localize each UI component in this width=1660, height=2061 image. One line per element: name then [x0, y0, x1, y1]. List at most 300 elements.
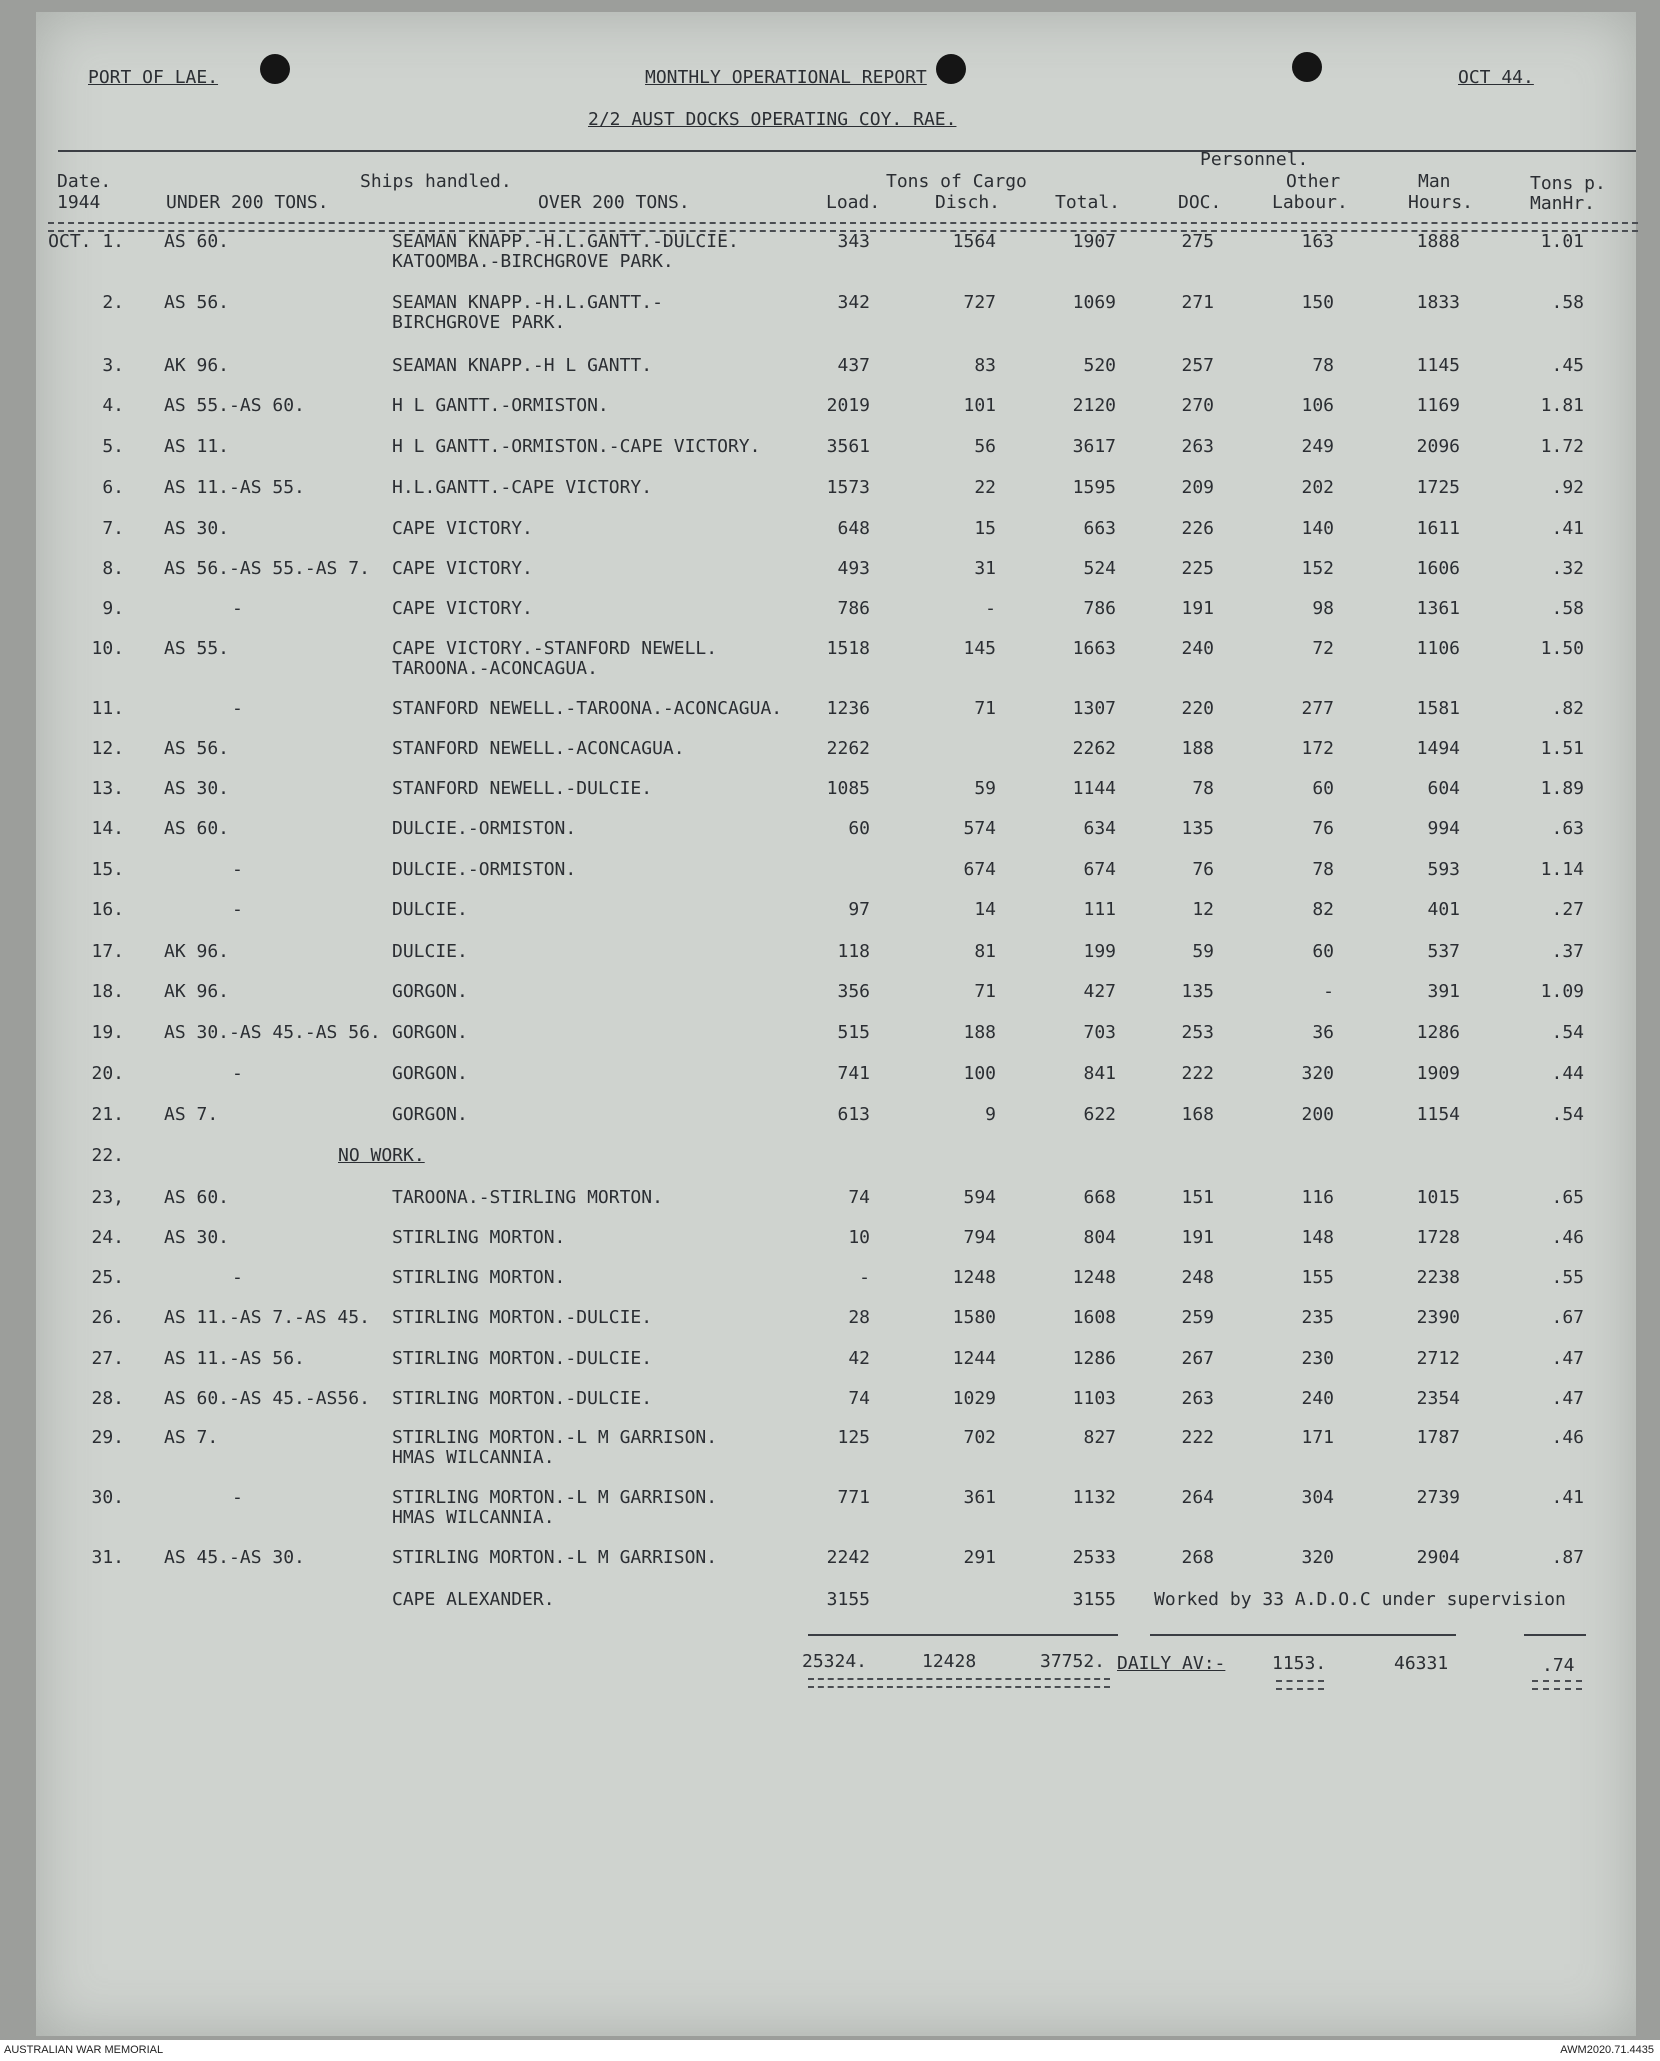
row-total: 786: [1083, 598, 1116, 619]
row-date: 6.: [102, 477, 124, 498]
row-hours: 1787: [1416, 1427, 1460, 1448]
row-other: 60: [1312, 941, 1334, 962]
row-load: 786: [837, 598, 870, 619]
row-load: 2019: [826, 395, 870, 416]
row-hours: 537: [1427, 941, 1460, 962]
row-over-200-tons-line: GORGON.: [392, 1022, 468, 1043]
row-total: 1595: [1072, 477, 1116, 498]
row-doc: 259: [1181, 1307, 1214, 1328]
row-over-200-tons-line: DULCIE.: [392, 899, 468, 920]
row-disch: 14: [974, 899, 996, 920]
row-total: 703: [1083, 1022, 1116, 1043]
total-load: 25324.: [802, 1651, 868, 1672]
row-date: 21.: [91, 1104, 124, 1125]
row-doc: 78: [1192, 778, 1214, 799]
row-load: 74: [848, 1187, 870, 1208]
unit-subtitle: 2/2 AUST DOCKS OPERATING COY. RAE.: [588, 109, 957, 130]
row-tph: .54: [1551, 1104, 1584, 1125]
daily-av-double-rule: [1276, 1680, 1324, 1690]
row-total: 1069: [1072, 292, 1116, 313]
row-disch: 574: [963, 818, 996, 839]
row-disch: 1244: [952, 1348, 996, 1369]
row-doc: 270: [1181, 395, 1214, 416]
row-under-200-tons: -: [232, 1063, 243, 1084]
archive-reference: AWM2020.71.4435: [1560, 2044, 1654, 2056]
row-other: 172: [1301, 738, 1334, 759]
punch-hole-left: [260, 54, 290, 84]
row-doc: 257: [1181, 355, 1214, 376]
row-hours: 2354: [1416, 1388, 1460, 1409]
totals-top-rule-2: [1150, 1634, 1456, 1636]
row-total: 827: [1083, 1427, 1116, 1448]
row-over-200-tons-line: GORGON.: [392, 981, 468, 1002]
row-doc: 263: [1181, 1388, 1214, 1409]
row-other: 140: [1301, 518, 1334, 539]
row-over-200-tons-line: STIRLING MORTON.-DULCIE.: [392, 1388, 653, 1409]
row-disch: 1029: [952, 1388, 996, 1409]
row-doc: 188: [1181, 738, 1214, 759]
row-over-200-tons-line: STANFORD NEWELL.-ACONCAGUA.: [392, 738, 685, 759]
row-load: 3561: [826, 436, 870, 457]
row-under-200-tons: AS 11.-AS 7.-AS 45.: [164, 1307, 370, 1328]
row-load: 97: [848, 899, 870, 920]
row-over-200-tons-line: GORGON.: [392, 1063, 468, 1084]
row-doc: 135: [1181, 818, 1214, 839]
row-date: 22.: [91, 1145, 124, 1166]
row-disch: 702: [963, 1427, 996, 1448]
row-tph: 1.89: [1540, 778, 1584, 799]
row-hours: 1581: [1416, 698, 1460, 719]
row-total: 427: [1083, 981, 1116, 1002]
row-hours: 2904: [1416, 1547, 1460, 1568]
row-under-200-tons: AS 55.: [164, 638, 230, 659]
row-doc: 222: [1181, 1063, 1214, 1084]
row-under-200-tons: AK 96.: [164, 981, 230, 1002]
row-disch: 22: [974, 477, 996, 498]
row-over-200-tons-line: STIRLING MORTON.-L M GARRISON.: [392, 1547, 718, 1568]
row-date: 27.: [91, 1348, 124, 1369]
row-load: -: [859, 1267, 870, 1288]
row-over-200-tons-line: CAPE VICTORY.: [392, 518, 533, 539]
row-load: 60: [848, 818, 870, 839]
row-tph: .92: [1551, 477, 1584, 498]
row-doc: 268: [1181, 1547, 1214, 1568]
row-date: 28.: [91, 1388, 124, 1409]
row-over-200-tons-line: SEAMAN KNAPP.-H.L.GANTT.-DULCIE.: [392, 231, 739, 252]
row-other: 320: [1301, 1547, 1334, 1568]
totals-top-rule-3: [1524, 1634, 1586, 1636]
row-tph: .27: [1551, 899, 1584, 920]
row-tph: .47: [1551, 1388, 1584, 1409]
total-man-hours: 46331: [1394, 1653, 1449, 1674]
row-date: 30.: [91, 1487, 124, 1508]
row-total: 622: [1083, 1104, 1116, 1125]
row-hours: 1015: [1416, 1187, 1460, 1208]
col-load: Load.: [826, 192, 881, 213]
row-disch: 56: [974, 436, 996, 457]
row-tph: 1.81: [1540, 395, 1584, 416]
total-cargo: 37752.: [1040, 1651, 1106, 1672]
col-manhr: ManHr.: [1530, 193, 1596, 214]
row-hours: 401: [1427, 899, 1460, 920]
row-doc: 191: [1181, 1227, 1214, 1248]
row-hours: 2712: [1416, 1348, 1460, 1369]
row-hours: 1106: [1416, 638, 1460, 659]
row-over-200-tons-line: H L GANTT.-ORMISTON.-CAPE VICTORY.: [392, 436, 761, 457]
row-under-200-tons: AS 56.: [164, 292, 230, 313]
row-tph: .44: [1551, 1063, 1584, 1084]
row-doc: 225: [1181, 558, 1214, 579]
row-tph: .54: [1551, 1022, 1584, 1043]
row-hours: 1888: [1416, 231, 1460, 252]
col-tons-p: Tons p.: [1530, 173, 1606, 194]
row-doc: 135: [1181, 981, 1214, 1002]
row-load: 74: [848, 1388, 870, 1409]
row-under-200-tons: AS 30.-AS 45.-AS 56.: [164, 1022, 381, 1043]
row-other: 240: [1301, 1388, 1334, 1409]
row-doc: 76: [1192, 859, 1214, 880]
row-date: 29.: [91, 1427, 124, 1448]
row-over-200-tons-line: CAPE VICTORY.: [392, 558, 533, 579]
row-over-200-tons-line: BIRCHGROVE PARK.: [392, 312, 566, 333]
row-total: 674: [1083, 859, 1116, 880]
row-load: 515: [837, 1022, 870, 1043]
row-disch: 81: [974, 941, 996, 962]
row-disch: 1248: [952, 1267, 996, 1288]
row-load: 1236: [826, 698, 870, 719]
row-total: 663: [1083, 518, 1116, 539]
total-disch: 12428: [922, 1651, 977, 1672]
row-load: 771: [837, 1487, 870, 1508]
row-date: 12.: [91, 738, 124, 759]
row-total: 804: [1083, 1227, 1116, 1248]
row-hours: 1909: [1416, 1063, 1460, 1084]
row-other: 150: [1301, 292, 1334, 313]
row-under-200-tons: AS 7.: [164, 1427, 219, 1448]
row-date: 20.: [91, 1063, 124, 1084]
row-hours: 1833: [1416, 292, 1460, 313]
row-load: 1573: [826, 477, 870, 498]
col-man: Man: [1418, 171, 1451, 192]
row-over-200-tons-line: SEAMAN KNAPP.-H L GANTT.: [392, 355, 653, 376]
row-total: 111: [1083, 899, 1116, 920]
row-other: 230: [1301, 1348, 1334, 1369]
row-date: 31.: [91, 1547, 124, 1568]
row-tph: .58: [1551, 598, 1584, 619]
row-other: 235: [1301, 1307, 1334, 1328]
row-disch: 145: [963, 638, 996, 659]
row-other: 152: [1301, 558, 1334, 579]
row-tph: .37: [1551, 941, 1584, 962]
row-over-200-tons-line: HMAS WILCANNIA.: [392, 1507, 555, 1528]
row-tph: .55: [1551, 1267, 1584, 1288]
row-over-200-tons-line: STIRLING MORTON.-L M GARRISON.: [392, 1487, 718, 1508]
row-date: 7.: [102, 518, 124, 539]
row-doc: 12: [1192, 899, 1214, 920]
row-date: 14.: [91, 818, 124, 839]
row-disch: 1564: [952, 231, 996, 252]
row-over-200-tons-line: KATOOMBA.-BIRCHGROVE PARK.: [392, 251, 674, 272]
row-other: 163: [1301, 231, 1334, 252]
row-tph: 1.50: [1540, 638, 1584, 659]
col-date: Date.: [57, 171, 112, 192]
row-disch: 594: [963, 1187, 996, 1208]
row-load: 1518: [826, 638, 870, 659]
row-total: 1132: [1072, 1487, 1116, 1508]
row-load: 648: [837, 518, 870, 539]
punch-hole-right: [1292, 52, 1322, 82]
row-under-200-tons: AK 96.: [164, 941, 230, 962]
row-under-200-tons: AS 60.-AS 45.-AS56.: [164, 1388, 370, 1409]
row-disch: 794: [963, 1227, 996, 1248]
row-date: 26.: [91, 1307, 124, 1328]
row-hours: 604: [1427, 778, 1460, 799]
row-date: 9.: [102, 598, 124, 619]
row-under-200-tons: -: [232, 1487, 243, 1508]
row-tph: .67: [1551, 1307, 1584, 1328]
row-date: 17.: [91, 941, 124, 962]
row-other: 171: [1301, 1427, 1334, 1448]
row-tph: .46: [1551, 1227, 1584, 1248]
row-date: 16.: [91, 899, 124, 920]
totals-double-rule: [808, 1678, 1110, 1688]
row-under-200-tons: AS 11.: [164, 436, 230, 457]
row-tph: .47: [1551, 1348, 1584, 1369]
row-disch: 71: [974, 981, 996, 1002]
row-other: 202: [1301, 477, 1334, 498]
row-total: 841: [1083, 1063, 1116, 1084]
row-disch: 101: [963, 395, 996, 416]
row-other: 155: [1301, 1267, 1334, 1288]
row-date: 11.: [91, 698, 124, 719]
row-doc: 209: [1181, 477, 1214, 498]
row-other: 78: [1312, 859, 1334, 880]
row-under-200-tons: -: [232, 859, 243, 880]
row-under-200-tons: AS 56.: [164, 738, 230, 759]
row-hours: 1494: [1416, 738, 1460, 759]
row-doc: 253: [1181, 1022, 1214, 1043]
row-under-200-tons: AK 96.: [164, 355, 230, 376]
row-load: 42: [848, 1348, 870, 1369]
row-disch: 100: [963, 1063, 996, 1084]
row-over-200-tons-line: STANFORD NEWELL.-DULCIE.: [392, 778, 653, 799]
row-doc: 226: [1181, 518, 1214, 539]
row-under-200-tons: -: [232, 1267, 243, 1288]
row-doc: 248: [1181, 1267, 1214, 1288]
row-total: 668: [1083, 1187, 1116, 1208]
row-other: 249: [1301, 436, 1334, 457]
row-disch: 1580: [952, 1307, 996, 1328]
row-tph: .65: [1551, 1187, 1584, 1208]
row-hours: 1169: [1416, 395, 1460, 416]
row-other: 277: [1301, 698, 1334, 719]
row-over-200-tons-line: DULCIE.-ORMISTON.: [392, 818, 577, 839]
row-over-200-tons-line: TAROONA.-ACONCAGUA.: [392, 658, 598, 679]
row-hours: 994: [1427, 818, 1460, 839]
row-tph: .32: [1551, 558, 1584, 579]
row-note: NO WORK.: [338, 1145, 425, 1166]
row-total: 1286: [1072, 1348, 1116, 1369]
row-over-200-tons-line: GORGON.: [392, 1104, 468, 1125]
row-over-200-tons-line: HMAS WILCANNIA.: [392, 1447, 555, 1468]
row-under-200-tons: -: [232, 598, 243, 619]
row-over-200-tons-line: STIRLING MORTON.-L M GARRISON.: [392, 1427, 718, 1448]
col-other: Other: [1286, 171, 1341, 192]
row-tph: 1.51: [1540, 738, 1584, 759]
row-under-200-tons: AS 30.: [164, 1227, 230, 1248]
col-doc: DOC.: [1178, 192, 1222, 213]
row-date: 15.: [91, 859, 124, 880]
row-under-200-tons: AS 45.-AS 30.: [164, 1547, 305, 1568]
row-supervision-note: Worked by 33 A.D.O.C under supervision: [1154, 1589, 1566, 1610]
row-other: 304: [1301, 1487, 1334, 1508]
row-doc: 240: [1181, 638, 1214, 659]
row-hours: 1361: [1416, 598, 1460, 619]
row-over-200-tons-line: DULCIE.-ORMISTON.: [392, 859, 577, 880]
row-doc: 151: [1181, 1187, 1214, 1208]
row-total: 3617: [1072, 436, 1116, 457]
row-total: 1248: [1072, 1267, 1116, 1288]
row-hours: 2739: [1416, 1487, 1460, 1508]
row-hours: 1606: [1416, 558, 1460, 579]
row-over-200-tons-line: CAPE VICTORY.: [392, 598, 533, 619]
row-other: 72: [1312, 638, 1334, 659]
row-hours: 1286: [1416, 1022, 1460, 1043]
row-date: 5.: [102, 436, 124, 457]
row-disch: 15: [974, 518, 996, 539]
col-over: OVER 200 TONS.: [538, 192, 690, 213]
row-disch: 291: [963, 1547, 996, 1568]
row-hours: 391: [1427, 981, 1460, 1002]
row-date: 8.: [102, 558, 124, 579]
row-disch: 674: [963, 859, 996, 880]
row-over-200-tons-line: H.L.GANTT.-CAPE VICTORY.: [392, 477, 653, 498]
row-tph: 1.01: [1540, 231, 1584, 252]
row-over-200-tons-line: H L GANTT.-ORMISTON.: [392, 395, 609, 416]
row-tph: .87: [1551, 1547, 1584, 1568]
header-top-rule: [58, 150, 1636, 152]
row-disch: 71: [974, 698, 996, 719]
row-date: 19.: [91, 1022, 124, 1043]
row-under-200-tons: AS 11.-AS 56.: [164, 1348, 305, 1369]
row-hours: 1154: [1416, 1104, 1460, 1125]
row-total: 1663: [1072, 638, 1116, 659]
row-doc: 222: [1181, 1427, 1214, 1448]
row-hours: 2096: [1416, 436, 1460, 457]
row-doc: 275: [1181, 231, 1214, 252]
archive-credit: AUSTRALIAN WAR MEMORIAL: [4, 2044, 164, 2056]
row-tph: 1.72: [1540, 436, 1584, 457]
row-other: 36: [1312, 1022, 1334, 1043]
row-total: 2120: [1072, 395, 1116, 416]
row-total: 3155: [1072, 1589, 1116, 1610]
row-disch: -: [985, 598, 996, 619]
row-total: 1103: [1072, 1388, 1116, 1409]
row-disch: 83: [974, 355, 996, 376]
row-load: 343: [837, 231, 870, 252]
row-other: 76: [1312, 818, 1334, 839]
row-doc: 220: [1181, 698, 1214, 719]
row-hours: 2390: [1416, 1307, 1460, 1328]
row-disch: 59: [974, 778, 996, 799]
col-under: UNDER 200 TONS.: [166, 192, 329, 213]
row-load: 2262: [826, 738, 870, 759]
row-doc: 267: [1181, 1348, 1214, 1369]
row-over-200-tons-line: DULCIE.: [392, 941, 468, 962]
row-hours: 593: [1427, 859, 1460, 880]
row-load: 118: [837, 941, 870, 962]
report-title: MONTHLY OPERATIONAL REPORT: [645, 67, 927, 88]
row-total: 1144: [1072, 778, 1116, 799]
row-tph: 1.09: [1540, 981, 1584, 1002]
daily-average-value: 1153.: [1272, 1653, 1327, 1674]
row-over-200-tons-line: STIRLING MORTON.: [392, 1267, 566, 1288]
row-doc: 263: [1181, 436, 1214, 457]
row-under-200-tons: AS 60.: [164, 231, 230, 252]
row-load: 125: [837, 1427, 870, 1448]
row-date: 24.: [91, 1227, 124, 1248]
row-load: 3155: [826, 1589, 870, 1610]
row-under-200-tons: -: [232, 698, 243, 719]
row-load: 741: [837, 1063, 870, 1084]
col-ships-handled: Ships handled.: [360, 171, 512, 192]
row-under-200-tons: AS 11.-AS 55.: [164, 477, 305, 498]
row-tph: .41: [1551, 1487, 1584, 1508]
report-month: OCT 44.: [1458, 67, 1534, 88]
row-tph: .58: [1551, 292, 1584, 313]
row-tph: .82: [1551, 698, 1584, 719]
row-over-200-tons-line: STIRLING MORTON.-DULCIE.: [392, 1348, 653, 1369]
row-total: 1608: [1072, 1307, 1116, 1328]
row-other: 148: [1301, 1227, 1334, 1248]
row-other: -: [1323, 981, 1334, 1002]
row-disch: 727: [963, 292, 996, 313]
row-date: 3.: [102, 355, 124, 376]
row-date: 4.: [102, 395, 124, 416]
row-over-200-tons-line: STANFORD NEWELL.-TAROONA.-ACONCAGUA.: [392, 698, 783, 719]
col-personnel: Personnel.: [1200, 149, 1309, 170]
row-other: 320: [1301, 1063, 1334, 1084]
row-other: 200: [1301, 1104, 1334, 1125]
row-over-200-tons-line: CAPE ALEXANDER.: [392, 1589, 555, 1610]
row-total: 199: [1083, 941, 1116, 962]
row-total: 2533: [1072, 1547, 1116, 1568]
row-total: 634: [1083, 818, 1116, 839]
row-other: 106: [1301, 395, 1334, 416]
punch-hole-center: [936, 54, 966, 84]
row-load: 356: [837, 981, 870, 1002]
row-total: 2262: [1072, 738, 1116, 759]
row-load: 1085: [826, 778, 870, 799]
row-disch: 361: [963, 1487, 996, 1508]
row-other: 98: [1312, 598, 1334, 619]
row-doc: 264: [1181, 1487, 1214, 1508]
row-date: 2.: [102, 292, 124, 313]
row-under-200-tons: AS 60.: [164, 818, 230, 839]
row-other: 116: [1301, 1187, 1334, 1208]
row-total: 520: [1083, 355, 1116, 376]
row-date: 25.: [91, 1267, 124, 1288]
row-over-200-tons-line: SEAMAN KNAPP.-H.L.GANTT.-: [392, 292, 663, 313]
row-hours: 1728: [1416, 1227, 1460, 1248]
row-date: 10.: [91, 638, 124, 659]
row-doc: 191: [1181, 598, 1214, 619]
row-load: 2242: [826, 1547, 870, 1568]
row-total: 1907: [1072, 231, 1116, 252]
row-load: 493: [837, 558, 870, 579]
row-hours: 1725: [1416, 477, 1460, 498]
row-tph: .41: [1551, 518, 1584, 539]
